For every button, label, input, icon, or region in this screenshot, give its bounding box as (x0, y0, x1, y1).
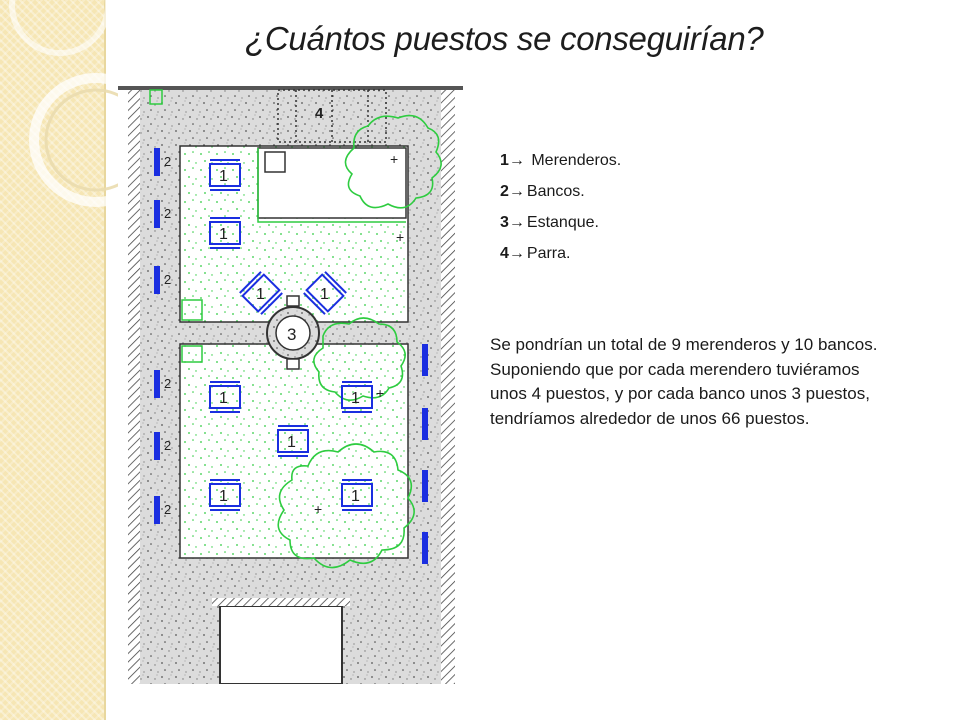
legend-num: 1 (500, 152, 509, 169)
legend (500, 148, 621, 272)
merendero-label: 1 (256, 286, 265, 303)
wall-right (441, 86, 455, 684)
slide-title: ¿Cuántos puestos se conseguirían? (245, 20, 764, 57)
legend-item-estanque (500, 210, 621, 241)
banco-label: 2 (164, 154, 172, 169)
tree-marker: + (390, 151, 399, 167)
legend-label: Parra. (526, 245, 571, 262)
legend-item-bancos (500, 179, 621, 210)
merendero-label: 1 (320, 286, 329, 303)
legend-num: 3 (500, 214, 509, 231)
arrow-icon: → (508, 152, 525, 169)
parra-label: 4 (315, 105, 324, 122)
estanque-label: 3 (287, 325, 297, 344)
banco-label: 2 (164, 376, 172, 391)
legend-label: Bancos. (526, 183, 585, 200)
merendero-label: 1 (219, 488, 228, 505)
banco (422, 408, 428, 440)
merendero-label: 1 (219, 390, 228, 407)
summary-paragraph: Se pondrían un total de 9 merenderos y 10 bancos. Suponiendo que por cada merendero tuviéramos unos 4 puestos, y por cada banco unos 3 puestos, tendríamos alrededor de unos 66 puestos. (490, 335, 878, 428)
legend-item-merenderos (500, 148, 621, 179)
legend-label: Merenderos. (526, 152, 622, 169)
merendero-label: 1 (219, 168, 228, 185)
tree-marker: + (314, 501, 323, 517)
legend-num: 4 (500, 245, 509, 262)
legend-num: 2 (500, 183, 509, 200)
merendero-label: 1 (351, 390, 360, 407)
merendero-label: 1 (219, 226, 228, 243)
wall-left (128, 86, 140, 684)
legend-item-parra (500, 241, 621, 272)
banco (422, 344, 428, 376)
arrow-icon: → (508, 245, 525, 262)
tree-marker: + (396, 229, 405, 245)
merendero-label: 1 (351, 488, 360, 505)
banco-label: 2 (164, 438, 172, 453)
arrow-icon: → (508, 214, 525, 231)
site-plan (118, 86, 463, 684)
banco (422, 470, 428, 502)
banco-label: 2 (164, 502, 172, 517)
arrow-icon: → (508, 183, 525, 200)
merendero-label: 1 (287, 434, 296, 451)
banco-label: 2 (164, 272, 172, 287)
legend-label: Estanque. (526, 214, 599, 231)
banco (422, 532, 428, 564)
tree-marker: + (376, 385, 385, 401)
banco-label: 2 (164, 206, 172, 221)
bottom-building (220, 606, 342, 684)
